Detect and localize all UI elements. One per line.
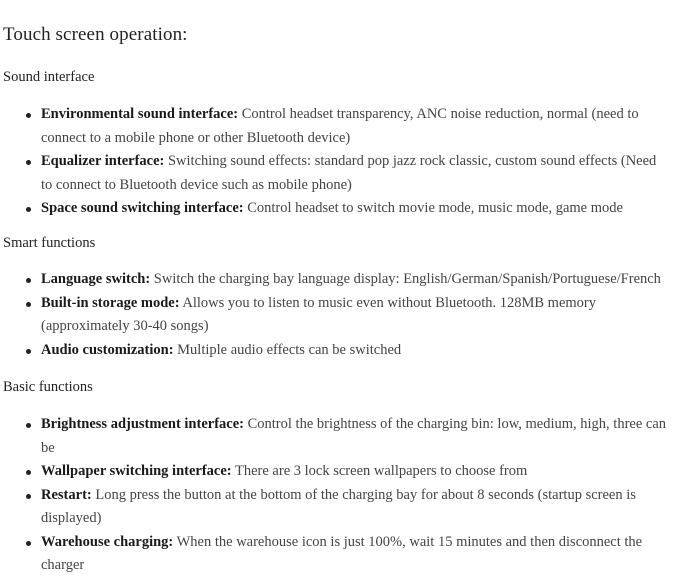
- list-item: [0, 413, 684, 460]
- item-text: Switch the charging bay language display: English/German/Spanish/Portuguese/French: [150, 271, 661, 287]
- section-title-sound-interface: Sound interface: [3, 69, 95, 85]
- list-item: [0, 460, 684, 484]
- item-term: Warehouse charging:: [41, 533, 174, 550]
- bullet-icon: [26, 423, 31, 428]
- list-item: [0, 268, 684, 292]
- item-text: Allows you to listen to music even without Bluetooth. 128MB memory (approximately 30-40 songs): [41, 294, 597, 334]
- bullet-icon: [26, 160, 31, 165]
- sound-interface-list: [0, 103, 684, 221]
- item-text: Control headset to switch movie mode, music mode, game mode: [243, 200, 623, 216]
- bullet-icon: [26, 494, 31, 499]
- bullet-icon: [26, 302, 31, 307]
- item-text: There are 3 lock screen wallpapers to choose from: [231, 463, 528, 479]
- list-item: [0, 292, 684, 339]
- list-item: [0, 531, 684, 578]
- item-text: Control the brightness of the charging bin: low, medium, high, three can be: [41, 416, 667, 456]
- bullet-icon: [26, 278, 31, 283]
- section-title-basic-functions: Basic functions: [3, 379, 93, 395]
- section-title-smart-functions: Smart functions: [3, 235, 96, 251]
- item-text: Control headset transparency, ANC noise reduction, normal (need to connect to a mobile phone or other Bluetooth device): [41, 106, 639, 146]
- item-term: Language switch:: [41, 271, 151, 287]
- item-term: Audio customization:: [41, 341, 174, 358]
- list-item: [0, 339, 684, 363]
- basic-functions-list: [0, 413, 684, 578]
- item-term: Environmental sound interface:: [41, 106, 239, 122]
- item-text: Switching sound effects: standard pop jazz rock classic, custom sound effects (Need to connect to Bluetooth device such as mobile phone): [41, 153, 657, 193]
- item-term: Wallpaper switching interface:: [41, 463, 232, 479]
- item-text: Long press the button at the bottom of the charging bay for about 8 seconds (startup screen is displayed): [41, 486, 636, 526]
- smart-functions-list: [0, 268, 684, 362]
- list-item: [0, 150, 684, 197]
- item-text: When the warehouse icon is just 100%, wait 15 minutes and then disconnect the charger: [41, 533, 643, 573]
- bullet-icon: [26, 207, 31, 212]
- item-term: Equalizer interface:: [41, 153, 165, 169]
- bullet-icon: [26, 349, 31, 354]
- item-text: Multiple audio effects can be switched: [173, 341, 402, 358]
- bullet-icon: [26, 541, 31, 546]
- bullet-icon: [26, 113, 31, 118]
- item-term: Space sound switching interface:: [41, 200, 244, 216]
- page-title: Touch screen operation:: [3, 24, 188, 45]
- item-term: Built-in storage mode:: [41, 294, 180, 311]
- item-term: Brightness adjustment interface:: [41, 416, 244, 432]
- list-item: [0, 197, 684, 221]
- list-item: [0, 103, 684, 150]
- bullet-icon: [26, 470, 31, 475]
- list-item: [0, 484, 684, 531]
- item-term: Restart:: [41, 486, 92, 503]
